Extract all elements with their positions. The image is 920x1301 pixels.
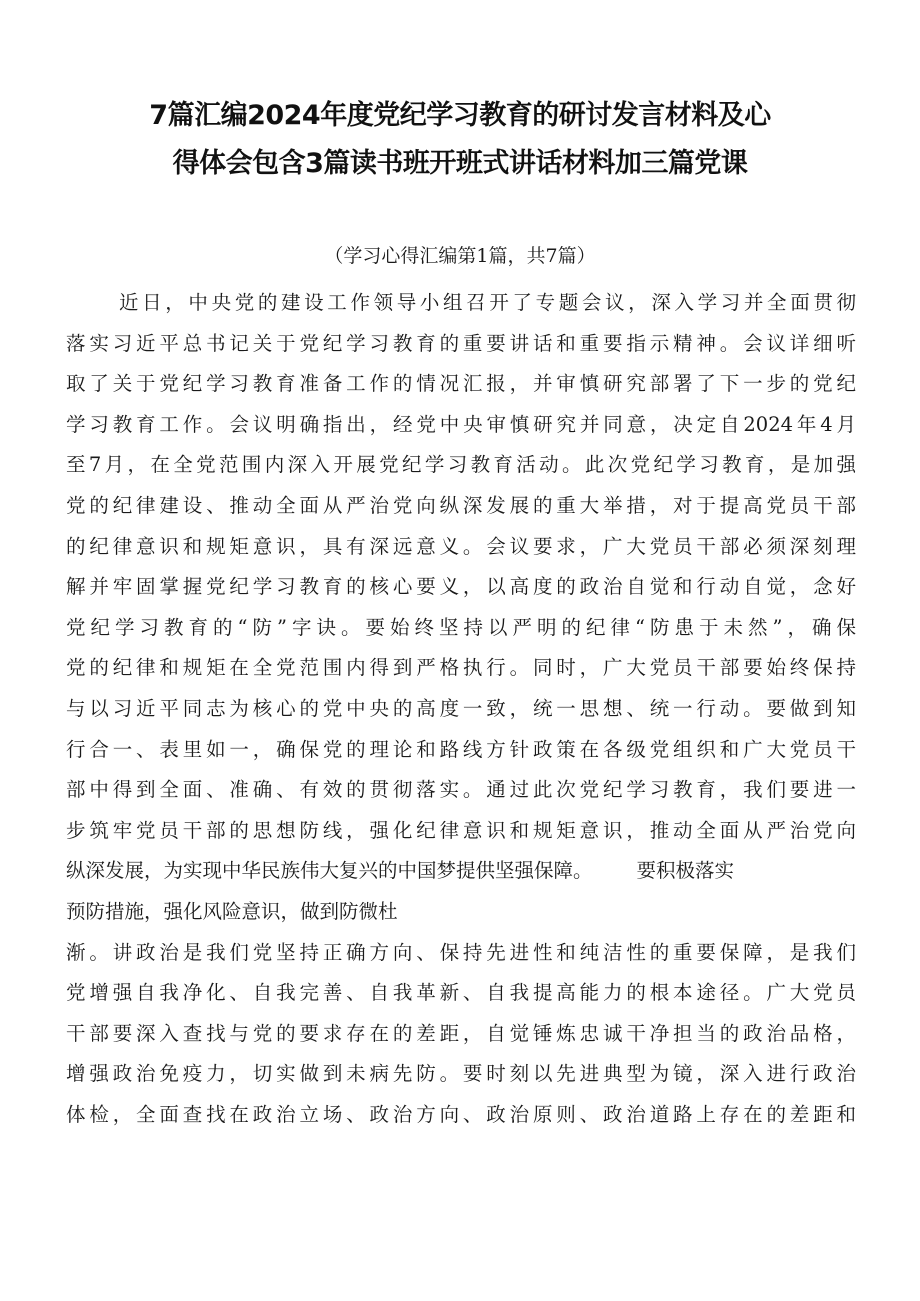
body-line: 至7月，在全党范围内深入开展党纪学习教育活动。此次党纪学习教育，是加强 xyxy=(66,453,856,477)
body-text xyxy=(66,283,856,1135)
body-line-text: 纵深发展，为实现中华民族伟大复兴的中国梦提供坚强保障。 xyxy=(66,859,593,883)
body-line: 增强政治免疫力，切实做到未病先防。要时刻以先进典型为镜，深入进行政治 xyxy=(66,1062,856,1086)
body-line: 的纪律意识和规矩意识，具有深远意义。会议要求，广大党员干部必须深刻理 xyxy=(66,534,856,558)
body-line-tail: 要积极落实 xyxy=(636,859,735,883)
title-line-1: 7篇汇编2024年度党纪学习教育的研讨发言材料及心 xyxy=(149,100,771,131)
body-line: 党纪学习教育的“防”字诀。要始终坚持以严明的纪律“防患于未然”，确保 xyxy=(66,615,856,639)
body-line: 体检，全面查找在政治立场、政治方向、政治原则、政治道路上存在的差距和 xyxy=(66,1102,856,1126)
body-line xyxy=(66,851,856,892)
document-subtitle: （学习心得汇编第1篇，共7篇） xyxy=(324,245,596,267)
body-line: 部中得到全面、准确、有效的贯彻落实。通过此次党纪学习教育，我们要进一 xyxy=(66,778,856,802)
body-line: 取了关于党纪学习教育准备工作的情况汇报，并审慎研究部署了下一步的党纪 xyxy=(66,372,856,396)
body-line: 党的纪律和规矩在全党范围内得到严格执行。同时，广大党员干部要始终保持 xyxy=(66,656,856,680)
body-line: 学习教育工作。会议明确指出，经党中央审慎研究并同意，决定自2024年4月 xyxy=(66,412,856,436)
body-line: 落实习近平总书记关于党纪学习教育的重要讲话和重要指示精神。会议详细听 xyxy=(66,331,856,355)
title-line-2: 得体会包含3篇读书班开班式讲话材料加三篇党课 xyxy=(172,148,748,179)
body-line: 步筑牢党员干部的思想防线，强化纪律意识和规矩意识，推动全面从严治党向 xyxy=(66,818,856,842)
body-line: 党的纪律建设、推动全面从严治党向纵深发展的重大举措，对于提高党员干部 xyxy=(66,493,856,517)
body-line: 与以习近平同志为核心的党中央的高度一致，统一思想、统一行动。要做到知 xyxy=(66,696,856,720)
body-line: 渐。讲政治是我们党坚持正确方向、保持先进性和纯洁性的重要保障，是我们 xyxy=(66,940,856,964)
body-line: 行合一、表里如一，确保党的理论和路线方针政策在各级党组织和广大党员干 xyxy=(66,737,856,761)
body-line: 干部要深入查找与党的要求存在的差距，自觉锤炼忠诚干净担当的政治品格， xyxy=(66,1021,856,1045)
document-title xyxy=(40,92,880,188)
body-line: 解并牢固掌握党纪学习教育的核心要义，以高度的政治自觉和行动自觉，念好 xyxy=(66,575,856,599)
body-line: 预防措施，强化风险意识，做到防微杜 xyxy=(66,899,398,923)
body-line: 近日，中央党的建设工作领导小组召开了专题会议，深入学习并全面贯彻 xyxy=(119,291,856,314)
body-line: 党增强自我净化、自我完善、自我革新、自我提高能力的根本途径。广大党员 xyxy=(66,981,856,1005)
